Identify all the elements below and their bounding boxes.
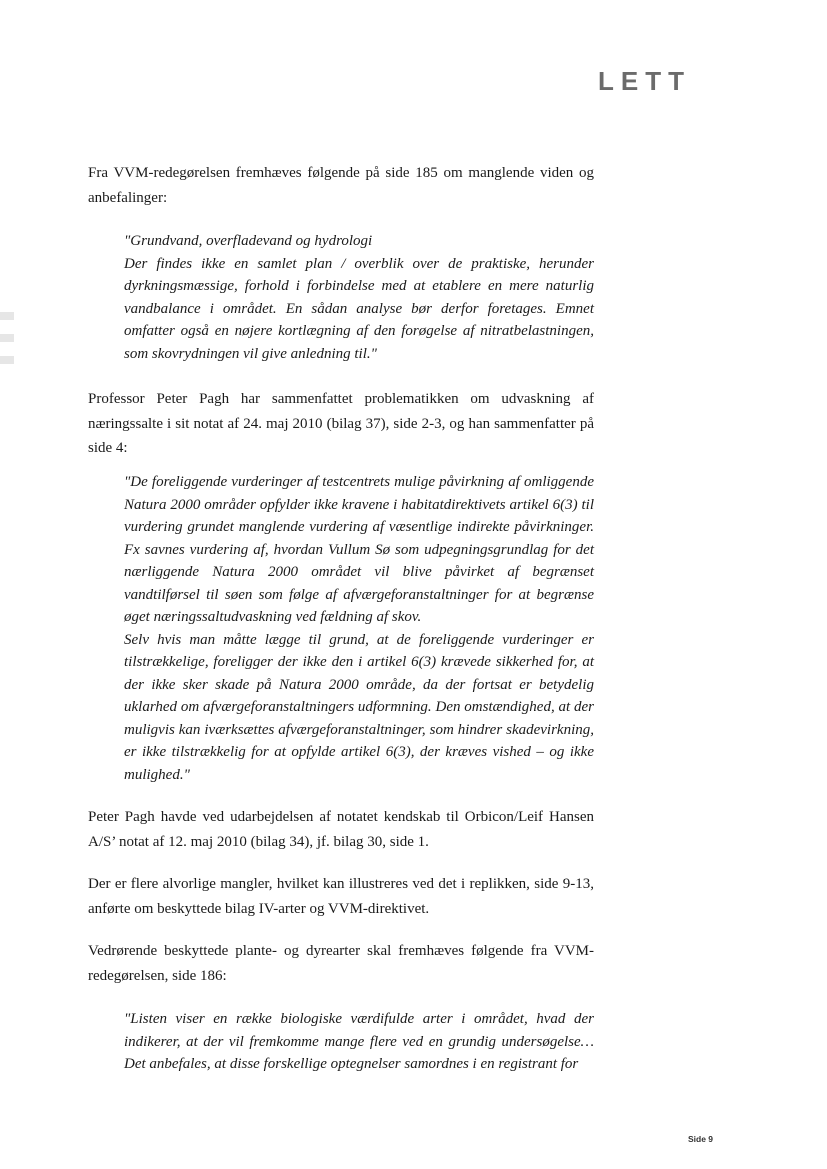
page-number: Side 9 — [688, 1134, 714, 1144]
quote-part-1: "De foreliggende vurderinger af testcentrets mulige påvirkning af omliggende Natura 2000 områder opfylder ikke kravene i habitatdirektivets artikel 6(3) til vurdering grundet manglende vurdering af væsentlige indirekte påvirkninger. Fx savnes vurdering af, hvordan Vullum Sø som udpegningsgrundlag for det nærliggende Natura 2000 området vil blive påvirket af begrænset vandtilførsel til søen som følge af afværgeforanstaltninger for at begrænse øget næringssaltudvaskning ved fældning af skov. — [124, 474, 594, 625]
quote-part-2: Selv hvis man måtte lægge til grund, at de foreliggende vurderinger er tilstrækkelige, foreligger der ikke den i artikel 6(3) krævede sikkerhed for, at der ikke sker skade på Natura 2000 område, da der fortsat er betydelig uklarhed om afværgeforanstaltningers udformning. Den omstændighed, at der muligvis kan iværksættes afværgeforanstaltninger, som hindrer skadevirkning, er ikke tilstrækkelig for at opfylde artikel 6(3), der kræves vished – og ikke mulighed." — [124, 631, 594, 783]
quote-pagh — [124, 471, 594, 786]
paragraph-pagh: Professor Peter Pagh har sammenfattet problematikken om udvaskning af næringssalte i sit notat af 24. maj 2010 (bilag 37), side 2-3, og han sammenfatter på side 4: — [88, 391, 594, 456]
quote-body: "Listen viser en række biologiske værdifulde arter i området, hvad der indikerer, at der vil fremkomme mange flere ved en grundig undersøgelse… Det anbefales, at disse forskellige optegnelser samordnes i en registrant for — [124, 1011, 594, 1072]
margin-mark — [0, 312, 14, 320]
margin-marks — [0, 312, 14, 378]
paragraph-arter: Vedrørende beskyttede plante- og dyrearter skal fremhæves følgende fra VVM-redegørelsen, side 186: — [88, 943, 594, 984]
paragraph-orbicon: Peter Pagh havde ved udarbejdelsen af notatet kendskab til Orbicon/Leif Hansen A/S’ notat af 12. maj 2010 (bilag 34), jf. bilag 30, side 1. — [88, 809, 594, 850]
company-logo: LETT — [598, 66, 691, 96]
margin-mark — [0, 356, 14, 364]
paragraph-mangler: Der er flere alvorlige mangler, hvilket kan illustreres ved det i replikken, side 9-13, anførte om beskyttede bilag IV-arter og VVM-direktivet. — [88, 876, 594, 917]
quote-heading: "Grundvand, overfladevand og hydrologi — [124, 233, 373, 249]
margin-mark — [0, 334, 14, 342]
quote-body: Der findes ikke en samlet plan / overblik over de praktiske, herunder dyrkningsmæssige, forhold i forbindelse med at etablere en mere naturlig vandbalance i området. En sådan analyse bør derfor foretages. Emnet omfatter også en nøjere kortlægning af den forøgelse af nitratbelastningen, som skovrydningen vil give anledning til." — [124, 255, 594, 362]
quote-arter — [124, 1008, 594, 1076]
quote-groundwater — [124, 230, 594, 365]
paragraph-intro: Fra VVM-redegørelsen fremhæves følgende på side 185 om manglende viden og anbefalinger: — [88, 165, 594, 206]
